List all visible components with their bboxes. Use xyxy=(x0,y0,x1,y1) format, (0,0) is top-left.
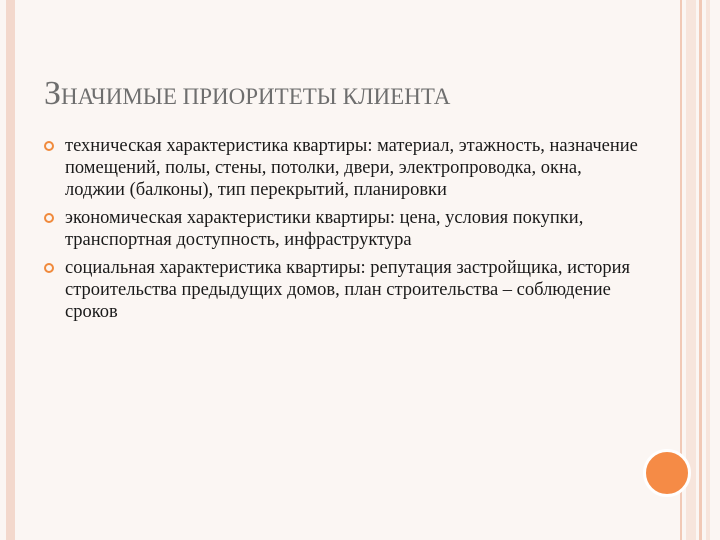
right-border-line-inner xyxy=(699,0,702,540)
slide-title-rest: НАЧИМЫЕ ПРИОРИТЕТЫ КЛИЕНТА xyxy=(61,84,451,109)
bullet-item-social xyxy=(44,257,644,323)
bullet-list xyxy=(44,135,644,329)
bullet-text: социальная характеристика квартиры: репутация застройщика, история строительства предыдущих домов, план строительства – соблюдение сроков xyxy=(65,258,630,322)
bullet-text: техническая характеристика квартиры: материал, этажность, назначение помещений, полы, стены, потолки, двери, электропроводка, окна, лоджии (балконы), тип перекрытий, планировки xyxy=(65,136,638,200)
bullet-item-economic xyxy=(44,207,644,251)
right-border-band xyxy=(686,0,696,540)
slide-title-initial: З xyxy=(44,75,62,112)
circle-bullet-icon xyxy=(44,213,54,223)
orange-circle-decoration xyxy=(643,449,691,497)
slide-title xyxy=(44,75,450,113)
bullet-text: экономическая характеристики квартиры: цена, условия покупки, транспортная доступность, инфраструктура xyxy=(65,208,584,250)
left-border-decoration xyxy=(6,0,15,540)
circle-bullet-icon xyxy=(44,141,54,151)
bullet-item-technical xyxy=(44,135,644,201)
right-border-band-outer xyxy=(706,0,710,540)
circle-bullet-icon xyxy=(44,263,54,273)
